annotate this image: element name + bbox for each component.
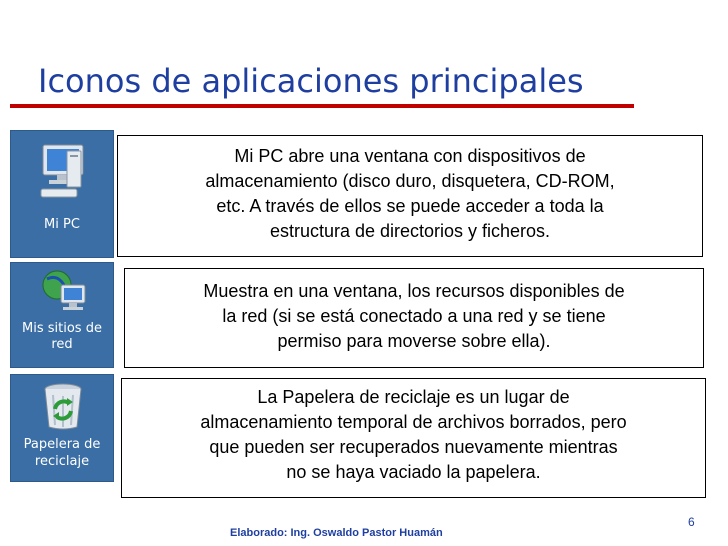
icon-label-papelera-line1: Papelera de — [23, 437, 101, 452]
description-line: Mi PC abre una ventana con dispositivos de — [234, 146, 586, 166]
description-mi-pc — [117, 135, 703, 257]
page-number: 6 — [688, 515, 695, 529]
description-papelera — [121, 378, 706, 498]
description-line: almacenamiento temporal de archivos borrados, pero — [200, 412, 627, 432]
description-line: La Papelera de reciclaje es un lugar de — [257, 387, 570, 407]
description-line: almacenamiento (disco duro, disquetera, CD-ROM, — [205, 171, 615, 191]
description-line: etc. A través de ellos se puede acceder a toda la — [216, 196, 604, 216]
slide-footer: Elaborado: Ing. Oswaldo Pastor Huamán — [230, 527, 443, 539]
description-line: la red (si se está conectado a una red y se tiene — [222, 306, 606, 326]
icon-label-papelera-line2: reciclaje — [34, 454, 90, 469]
network-places-icon — [37, 269, 89, 320]
description-line: que pueden ser recuperados nuevamente mientras — [209, 437, 618, 457]
title-underline — [10, 104, 634, 108]
description-line: Muestra en una ventana, los recursos disponibles de — [203, 281, 625, 301]
recycle-bin-icon — [39, 381, 87, 436]
computer-icon — [37, 141, 89, 212]
description-line: estructura de directorios y ficheros. — [269, 221, 551, 241]
description-mis-sitios-de-red — [124, 268, 704, 368]
desktop-icon-papelera-de-reciclaje[interactable] — [10, 374, 114, 482]
icon-label-mi-pc: Mi PC — [44, 217, 80, 232]
desktop-icon-mi-pc[interactable] — [10, 130, 114, 258]
description-line: permiso para moverse sobre ella). — [277, 331, 551, 351]
description-line: no se haya vaciado la papelera. — [286, 462, 541, 482]
slide-title: Iconos de aplicaciones principales — [38, 62, 584, 100]
icon-label-mis-sitios-de-red-line2: red — [51, 337, 73, 352]
desktop-icon-mis-sitios-de-red[interactable] — [10, 262, 114, 368]
icon-label-mis-sitios-de-red-line1: Mis sitios de — [22, 321, 102, 336]
